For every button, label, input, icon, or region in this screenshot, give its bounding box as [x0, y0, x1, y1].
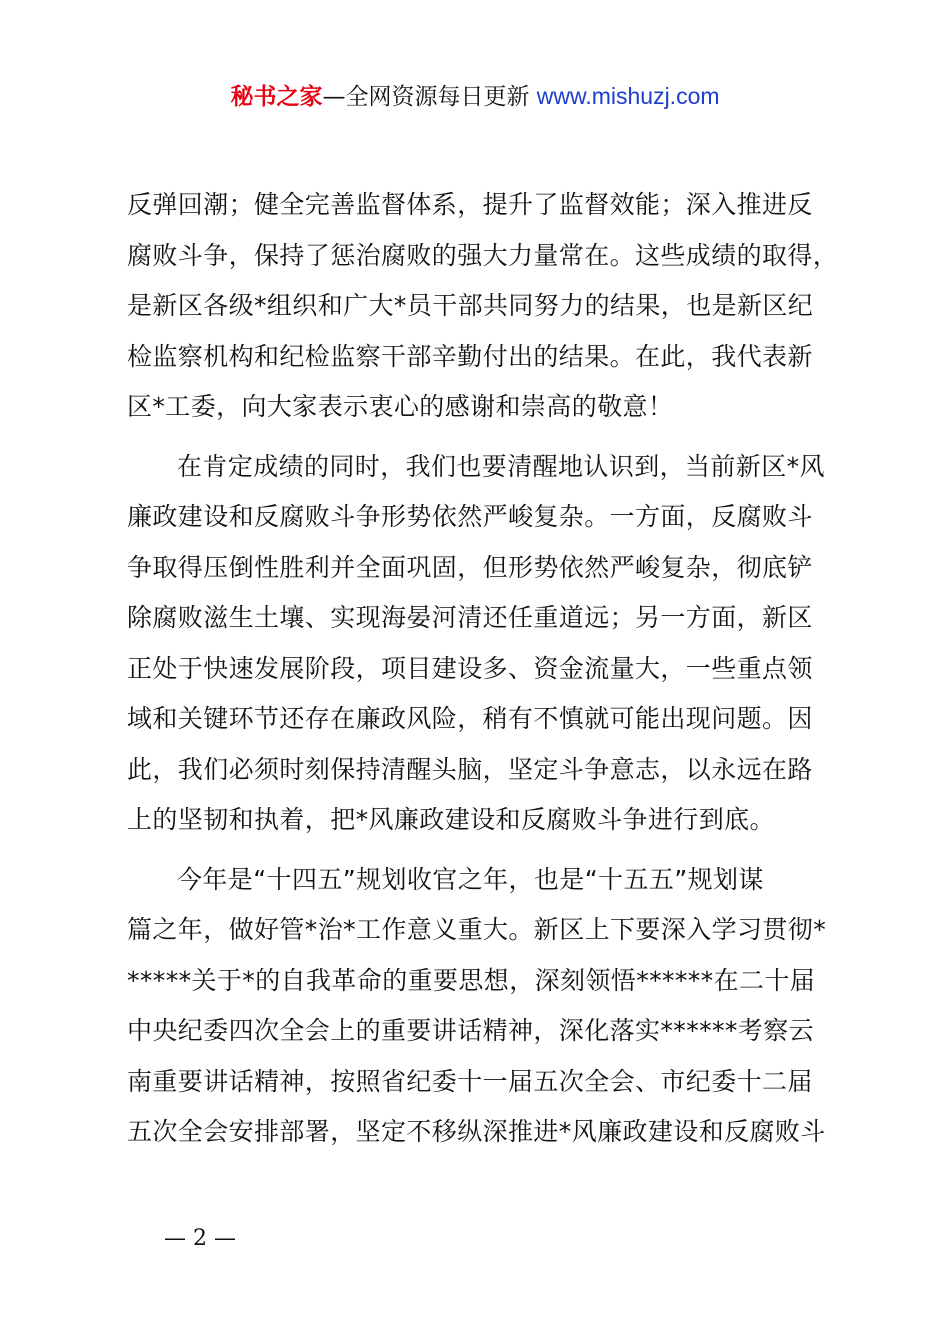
text-line: 检监察机构和纪检监察干部辛勤付出的结果。在此，我代表新: [127, 341, 813, 371]
brand-name: 秘书之家: [230, 84, 323, 110]
text-line: 此，我们必须时刻保持清醒头脑，坚定斗争意志，以永远在路: [127, 754, 813, 784]
text-line: 今年是“十四五”规划收官之年，也是“十五五”规划谋: [177, 864, 764, 894]
page-number: — 2 —: [164, 1226, 236, 1251]
text-line: 上的坚韧和执着，把*风廉政建设和反腐败斗争进行到底。: [127, 805, 775, 834]
text-line: 除腐败滋生土壤、实现海晏河清还任重道远；另一方面，新区: [127, 603, 813, 632]
text-line: 五次全会安排部署，坚定不移纵深推进*风廉政建设和反腐败斗: [127, 1117, 826, 1146]
text-line: 正处于快速发展阶段，项目建设多、资金流量大，一些重点领: [127, 653, 813, 683]
paragraph-1: [127, 180, 837, 433]
text-line: 廉政建设和反腐败斗争形势依然严峻复杂。一方面，反腐败斗: [127, 502, 813, 531]
text-line: 区*工委，向大家表示衷心的感谢和崇高的敬意！: [127, 392, 674, 421]
text-line: *****关于*的自我革命的重要思想，深刻领悟******在二十届: [127, 965, 816, 995]
text-line: 腐败斗争，保持了惩治腐败的强大力量常在。这些成绩的取得，: [127, 240, 839, 270]
text-line: 域和关键环节还存在廉政风险，稍有不慎就可能出现问题。因: [127, 704, 813, 733]
site-url[interactable]: www.mishuzj.com: [536, 83, 720, 109]
site-header: [0, 80, 950, 113]
text-line: 南重要讲话精神，按照省纪委十一届五次全会、市纪委十二届: [127, 1066, 813, 1096]
text-line: 是新区各级*组织和广大*员干部共同努力的结果，也是新区纪: [127, 291, 814, 320]
text-line: 反弹回潮；健全完善监督体系，提升了监督效能；深入推进反: [127, 190, 813, 219]
text-line: 争取得压倒性胜利并全面巩固，但形势依然严峻复杂，彻底铲: [127, 552, 813, 582]
paragraph-2: [127, 442, 837, 846]
paragraph-3: [127, 855, 837, 1158]
text-line: 篇之年，做好管*治*工作意义重大。新区上下要深入学习贯彻*: [127, 915, 827, 944]
header-tagline: —全网资源每日更新: [322, 84, 537, 110]
text-line: 在肯定成绩的同时，我们也要清醒地认识到，当前新区*风: [177, 451, 825, 481]
document-body: [127, 180, 837, 1158]
text-line: 中央纪委四次全会上的重要讲话精神，深化落实******考察云: [127, 1016, 815, 1045]
